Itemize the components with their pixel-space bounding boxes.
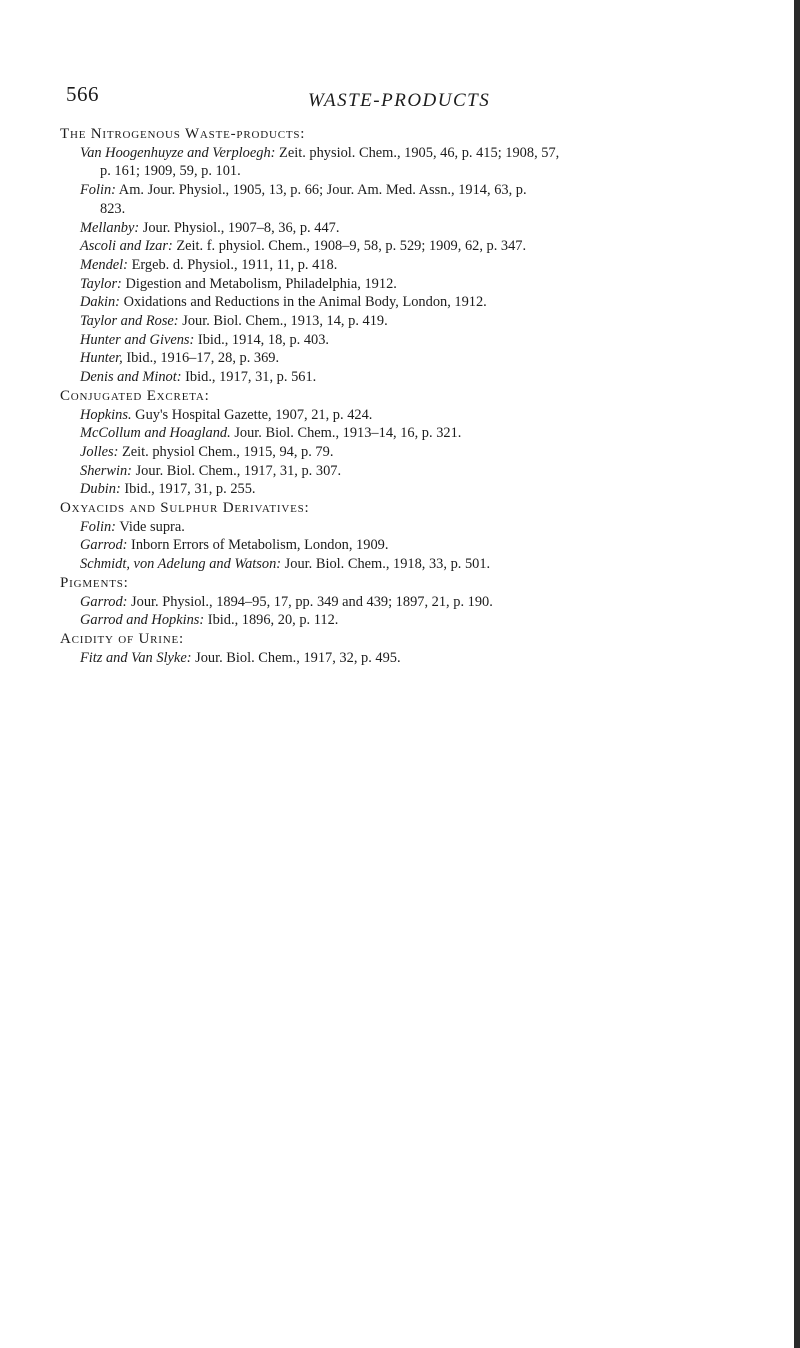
reference-entry: [60, 144, 760, 181]
reference-author: Mendel:: [80, 256, 128, 273]
reference-citation: Ergeb. d. Physiol., 1911, 11, p. 418.: [131, 256, 338, 273]
reference-entry: [60, 256, 760, 275]
reference-citation: Jour. Biol. Chem., 1913, 14, p. 419.: [182, 313, 388, 330]
reference-author: Mellanby:: [80, 219, 140, 236]
reference-entry: [60, 611, 760, 630]
section-heading: Acidity of Urine:: [60, 630, 184, 647]
running-head: WASTE-PRODUCTS: [308, 90, 491, 111]
reference-author: Jolles:: [80, 443, 119, 460]
reference-citation: Am. Jour. Physiol., 1905, 13, p. 66; Jour. Am. Med. Assn., 1914, 63, p.: [118, 182, 527, 199]
reference-author: Fitz and Van Slyke:: [80, 649, 192, 666]
reference-author: Hopkins.: [80, 406, 132, 423]
reference-entry: [60, 480, 760, 499]
reference-author: Ascoli and Izar:: [80, 238, 173, 255]
reference-citation: Guy's Hospital Gazette, 1907, 21, p. 424.: [135, 406, 373, 423]
reference-entry: [60, 593, 760, 612]
section-heading: The Nitrogenous Waste-products:: [60, 126, 306, 142]
reference-author: Folin:: [80, 518, 116, 535]
section-heading: Oxyacids and Sulphur Derivatives:: [60, 500, 310, 517]
reference-author: Dubin:: [80, 481, 121, 498]
bibliography-body: [60, 125, 760, 667]
reference-citation: Jour. Physiol., 1894–95, 17, pp. 349 and 439; 1897, 21, p. 190.: [131, 593, 493, 610]
reference-entry: [60, 536, 760, 555]
reference-citation: Inborn Errors of Metabolism, London, 1909.: [131, 537, 389, 554]
reference-entry: [60, 219, 760, 238]
reference-citation: Ibid., 1917, 31, p. 255.: [124, 481, 256, 498]
reference-citation: Jour. Biol. Chem., 1913–14, 16, p. 321.: [234, 425, 462, 442]
reference-entry: [60, 181, 760, 218]
reference-author: Dakin:: [80, 294, 120, 311]
reference-citation: Ibid., 1914, 18, p. 403.: [197, 331, 330, 348]
reference-citation: Jour. Biol. Chem., 1917, 31, p. 307.: [135, 462, 342, 479]
reference-citation: Ibid., 1916–17, 28, p. 369.: [126, 350, 280, 367]
reference-citation: Zeit. physiol. Chem., 1905, 46, p. 415; 1908, 57,: [279, 144, 560, 161]
reference-citation: Ibid., 1917, 31, p. 561.: [185, 369, 317, 386]
reference-author: Folin:: [80, 182, 116, 199]
reference-citation: Vide supra.: [119, 518, 185, 535]
reference-entry: [60, 518, 760, 537]
section-heading: Conjugated Excreta:: [60, 387, 210, 404]
reference-citation: Zeit. f. physiol. Chem., 1908–9, 58, p. 529; 1909, 62, p. 347.: [176, 238, 527, 255]
reference-author: Hunter and Givens:: [80, 331, 195, 348]
reference-entry: [60, 312, 760, 331]
reference-citation: Oxidations and Reductions in the Animal Body, London, 1912.: [123, 294, 487, 311]
reference-citation: Ibid., 1896, 20, p. 112.: [207, 612, 339, 629]
reference-author: Garrod:: [80, 537, 128, 554]
reference-author: McCollum and Hoagland.: [80, 425, 231, 442]
reference-author: Hunter,: [80, 350, 123, 367]
reference-entry: [60, 424, 760, 443]
reference-author: Taylor:: [80, 275, 122, 292]
reference-entry: [60, 555, 760, 574]
reference-entry: [60, 443, 760, 462]
reference-continuation: 823.: [100, 200, 126, 217]
reference-entry: [60, 462, 760, 481]
reference-entry: [60, 237, 760, 256]
reference-citation: Jour. Physiol., 1907–8, 36, p. 447.: [142, 219, 340, 236]
reference-citation: Zeit. physiol Chem., 1915, 94, p. 79.: [121, 443, 334, 460]
reference-entry: [60, 368, 760, 387]
reference-author: Schmidt, von Adelung and Watson:: [80, 556, 282, 573]
reference-entry: [60, 349, 760, 368]
section-heading: Pigments:: [60, 574, 129, 591]
reference-author: Denis and Minot:: [80, 369, 182, 386]
reference-citation: Jour. Biol. Chem., 1918, 33, p. 501.: [284, 556, 491, 573]
reference-entry: [60, 275, 760, 294]
reference-citation: Digestion and Metabolism, Philadelphia, 1912.: [125, 275, 397, 292]
reference-entry: [60, 331, 760, 350]
reference-citation: Jour. Biol. Chem., 1917, 32, p. 495.: [195, 649, 401, 666]
reference-author: Taylor and Rose:: [80, 313, 179, 330]
reference-entry: [60, 293, 760, 312]
page-number: 566: [66, 82, 99, 106]
reference-author: Van Hoogenhuyze and Verploegh:: [80, 144, 276, 161]
reference-continuation: p. 161; 1909, 59, p. 101.: [100, 163, 241, 180]
reference-entry: [60, 649, 760, 668]
page-edge-shadow: [794, 0, 800, 1348]
reference-author: Sherwin:: [80, 462, 132, 479]
reference-author: Garrod and Hopkins:: [80, 612, 205, 629]
reference-entry: [60, 406, 760, 425]
reference-author: Garrod:: [80, 593, 128, 610]
